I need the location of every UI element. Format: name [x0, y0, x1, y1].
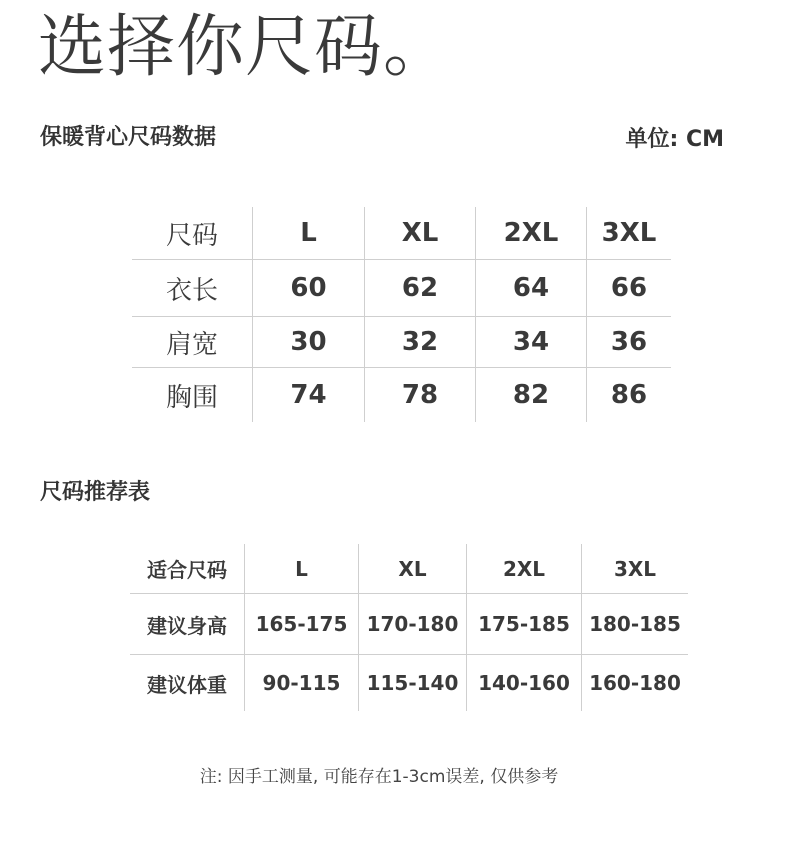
table-row: [132, 260, 671, 317]
table-row: [130, 594, 688, 655]
table-header-row: [130, 544, 688, 594]
header-cell: L: [245, 544, 359, 594]
header-cell: 适合尺码: [147, 558, 227, 582]
header-cell: XL: [365, 207, 476, 260]
table-row: [130, 655, 688, 712]
size-recommendation-heading: 尺码推荐表: [40, 480, 151, 505]
size-data-table: [132, 207, 671, 422]
table-cell: 175-185: [467, 594, 582, 655]
size-data-heading: 保暖背心尺码数据: [40, 125, 217, 150]
page-title: 选择你尺码。: [38, 8, 453, 87]
header-cell: 尺码: [165, 220, 218, 251]
header-cell: 3XL: [582, 544, 689, 594]
header-cell: 2XL: [476, 207, 587, 260]
table-cell: 64: [476, 260, 587, 317]
table-cell: 34: [476, 317, 587, 368]
table-cell: 74: [253, 368, 365, 423]
row-label: 肩宽: [132, 317, 253, 368]
table-cell: 62: [365, 260, 476, 317]
table-cell: 36: [587, 317, 672, 368]
table-cell: 66: [587, 260, 672, 317]
table-cell: 165-175: [245, 594, 359, 655]
row-label: 建议身高: [130, 594, 245, 655]
row-label: 胸围: [132, 368, 253, 423]
table-cell: 30: [253, 317, 365, 368]
header-cell: L: [253, 207, 365, 260]
table-header-row: [132, 207, 671, 260]
row-label: 建议体重: [130, 655, 245, 712]
row-label: 衣长: [132, 260, 253, 317]
table-cell: 140-160: [467, 655, 582, 712]
table-cell: 170-180: [359, 594, 467, 655]
table-row: [132, 317, 671, 368]
header-cell: 2XL: [467, 544, 582, 594]
table-cell: 78: [365, 368, 476, 423]
table-row: [132, 368, 671, 423]
header-cell: XL: [359, 544, 467, 594]
size-recommendation-table: [130, 544, 688, 711]
table-cell: 90-115: [245, 655, 359, 712]
table-cell: 86: [587, 368, 672, 423]
table-cell: 32: [365, 317, 476, 368]
table-cell: 82: [476, 368, 587, 423]
table-cell: 115-140: [359, 655, 467, 712]
table-cell: 160-180: [582, 655, 689, 712]
table-cell: 180-185: [582, 594, 689, 655]
table-cell: 60: [253, 260, 365, 317]
measurement-note: 注: 因手工测量, 可能存在1-3cm误差, 仅供参考: [199, 767, 559, 787]
unit-label: 单位: CM: [625, 127, 724, 152]
header-cell: 3XL: [587, 207, 672, 260]
